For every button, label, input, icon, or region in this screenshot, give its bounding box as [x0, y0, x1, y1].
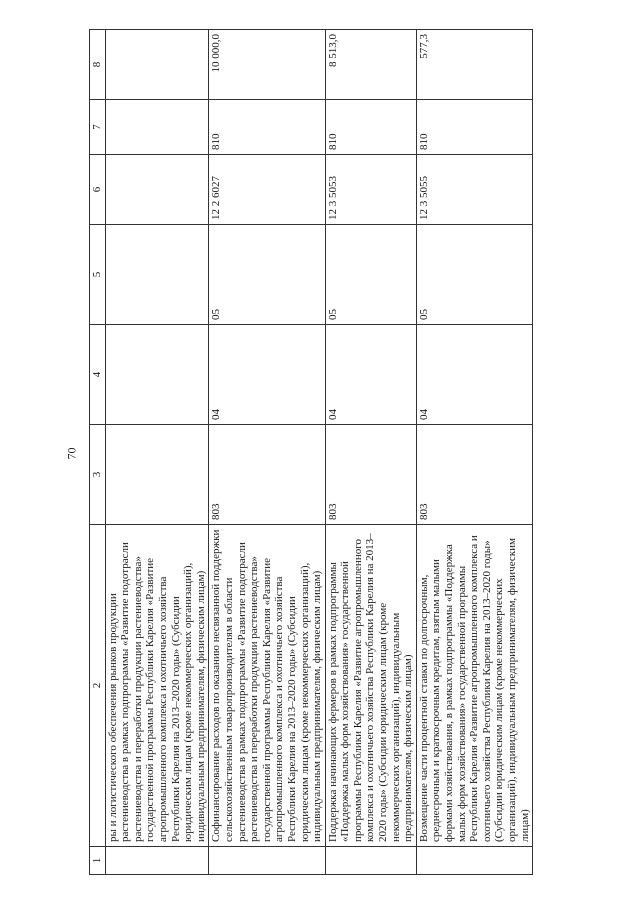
ministry-code-cell: 803: [416, 425, 532, 525]
expense-type-cell: [105, 100, 209, 155]
description-cell: ры и логистического обеспечения рынков продукции растениеводства в рамках подпрограммы «Развитие подотрасли растениеводства и переработки продукции растениеводства» государственной программы Республики Карелия «Развитие агропромышленного комплекса и охотничьего хозяйства Республики Карелия на 2013–2020 годы» (Субсидии юридическим лицам (кроме некоммерческих организаций), индивидуальным предпринимателям, физическим лицам): [105, 525, 209, 847]
expense-type-cell: 810: [209, 100, 325, 155]
section-code-cell: [105, 325, 209, 425]
row-index-cell: [209, 847, 325, 875]
subsection-code-cell: 05: [325, 225, 416, 325]
table-row: [105, 30, 209, 875]
page-number: 70: [64, 447, 79, 460]
subsection-code-cell: 05: [209, 225, 325, 325]
amount-cell: 8 513,0: [325, 30, 416, 100]
description-cell: Поддержка начинающих фермеров в рамках подпрограммы «Поддержка малых форм хозяйствования» государственной программы Республики Карелия «Развитие агропромышленного комплекса и охотничьего хозяйства Республики Карелия на 2013–2020 годы» (Субсидии юридическим лицам (кроме некоммерческих организаций), индивидуальным предпринимателям, физическим лицам): [325, 525, 416, 847]
amount-cell: 577,3: [416, 30, 532, 100]
table-row: [416, 30, 532, 875]
row-index-cell: [416, 847, 532, 875]
row-index-cell: [105, 847, 209, 875]
target-article-cell: [105, 155, 209, 225]
ministry-code-cell: 803: [209, 425, 325, 525]
target-article-cell: 12 2 6027: [209, 155, 325, 225]
target-article-cell: 12 3 5053: [325, 155, 416, 225]
expense-type-cell: 810: [416, 100, 532, 155]
section-code-cell: 04: [416, 325, 532, 425]
column-header: 3: [90, 425, 106, 525]
table-header-row: [90, 30, 106, 875]
section-code-cell: 04: [325, 325, 416, 425]
budget-table-sheet: [89, 30, 579, 875]
subsection-code-cell: 05: [416, 225, 532, 325]
subsection-code-cell: [105, 225, 209, 325]
column-header: 8: [90, 30, 106, 100]
column-header: 7: [90, 100, 106, 155]
column-header: 4: [90, 325, 106, 425]
ministry-code-cell: 803: [325, 425, 416, 525]
description-cell: Софинансирование расходов по оказанию несвязанной поддержки сельскохозяйственным товаропроизводителям в области растениеводства в рамках подпрограммы «Развитие подотрасли растениеводства и переработки продукции растениеводства» государственной программы Республики Карелия «Развитие агропромышленного комплекса и охотничьего хозяйства Республики Карелия на 2013–2020 годы» (Субсидии юридическим лицам (кроме некоммерческих организаций), индивидуальным предпринимателям, физическим лицам): [209, 525, 325, 847]
ministry-code-cell: [105, 425, 209, 525]
table-row: [209, 30, 325, 875]
column-header: 5: [90, 225, 106, 325]
description-cell: Возмещение части процентной ставки по долгосрочным, среднесрочным и краткосрочным кредитам, взятым малыми формами хозяйствования, в рамках подпрограммы «Поддержка малых форм хозяйствования» государственной программы Республики Карелия «Развитие агропромышленного комплекса и охотничьего хозяйства Республики Карелия на 2013–2020 годы» (Субсидии юридическим лицам (кроме некоммерческих организаций), индивидуальным предпринимателям, физическим лицам): [416, 525, 532, 847]
expense-type-cell: 810: [325, 100, 416, 155]
row-index-cell: [325, 847, 416, 875]
budget-table: [89, 29, 533, 875]
column-header: 2: [90, 525, 106, 847]
column-header: 1: [90, 847, 106, 875]
section-code-cell: 04: [209, 325, 325, 425]
table-row: [325, 30, 416, 875]
target-article-cell: 12 3 5055: [416, 155, 532, 225]
column-header: 6: [90, 155, 106, 225]
amount-cell: [105, 30, 209, 100]
amount-cell: 10 000,0: [209, 30, 325, 100]
